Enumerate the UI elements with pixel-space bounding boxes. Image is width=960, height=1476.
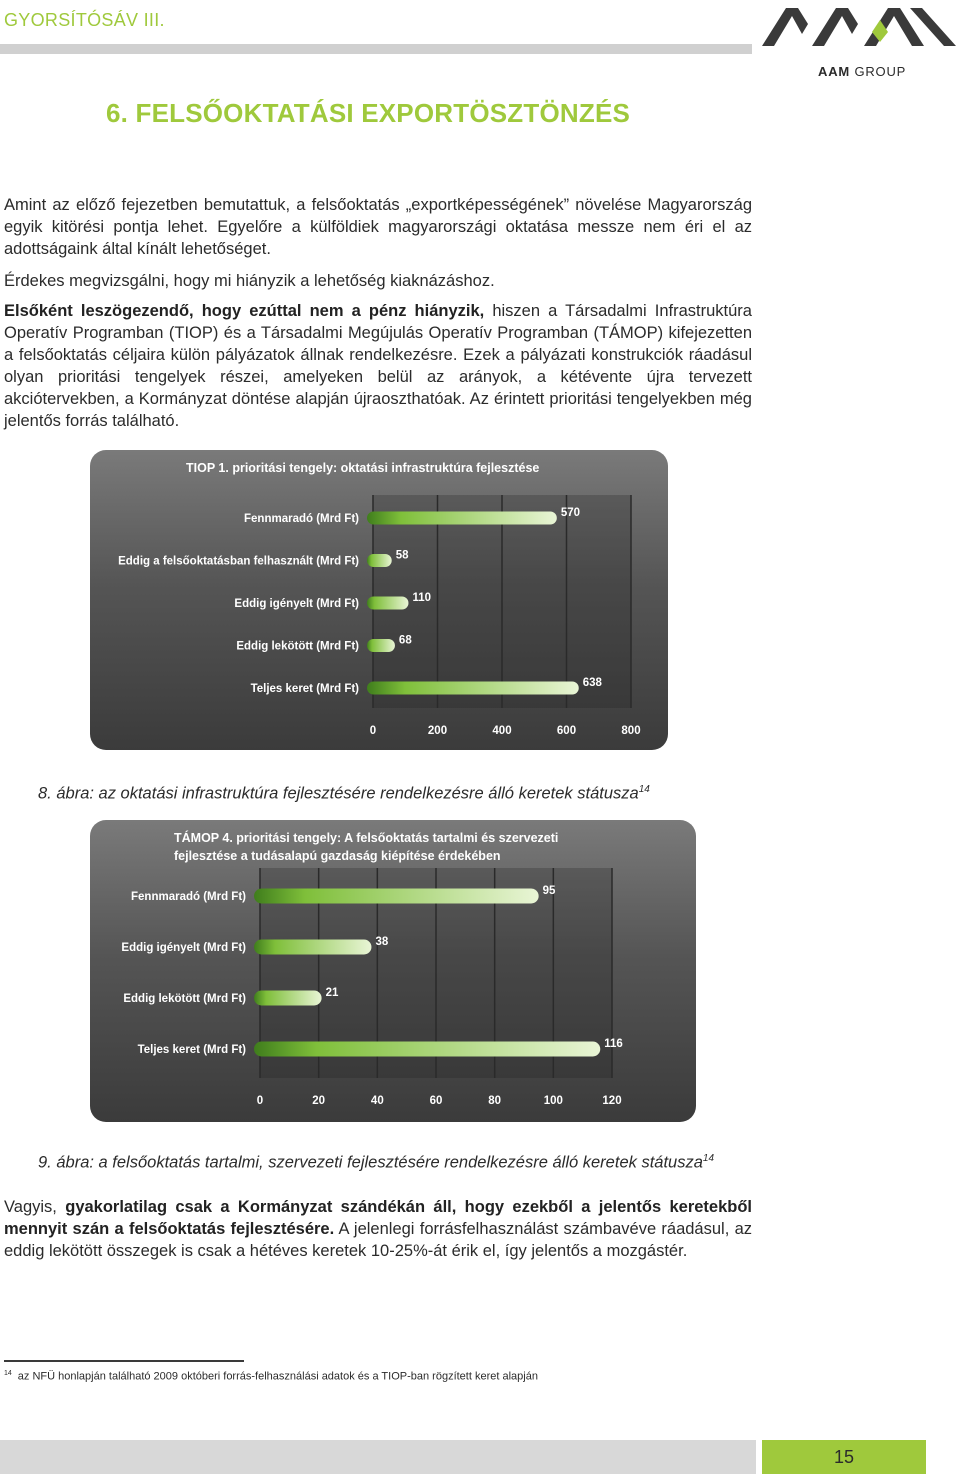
- bar: [367, 639, 395, 652]
- category-label: Eddig igényelt (Mrd Ft): [121, 942, 246, 954]
- logo-word: AAM: [818, 64, 851, 79]
- x-tick-label: 800: [621, 725, 641, 737]
- category-label: Eddig a felsőoktatásban felhasznált (Mrd Ft): [118, 555, 359, 568]
- chart-title: TIOP 1. prioritási tengely: oktatási infrastruktúra fejlesztése: [186, 461, 540, 475]
- figure-caption-8: [38, 784, 650, 804]
- x-tick-label: 120: [602, 1095, 622, 1107]
- chart-tamop: [90, 820, 696, 1122]
- page-number: 15: [833, 1447, 855, 1467]
- footnote-text: az NFÜ honlapján található 2009 októberi forrás-felhasználási adatok és a TIOP-ban rögzített keret alapján: [17, 1370, 538, 1383]
- category-label: Eddig igényelt (Mrd Ft): [234, 598, 359, 610]
- logo-wordmark: [818, 64, 906, 79]
- chapter-title: 6. FELSŐOKTATÁSI EXPORTÖSZTÖNZÉS: [106, 98, 631, 128]
- category-label: Eddig lekötött (Mrd Ft): [236, 640, 359, 653]
- data-label: 638: [582, 677, 602, 689]
- paragraph-funding-bold: Elsőként leszögezendő, hogy ezúttal nem a pénz hiányzik,: [4, 302, 485, 320]
- chart-tiop: [90, 450, 668, 750]
- aam-logo-icon: [760, 2, 958, 52]
- bar: [254, 991, 322, 1006]
- figure-caption-8-footnote-ref: 14: [638, 784, 650, 795]
- data-label: 110: [412, 592, 432, 604]
- paragraph-intro: Amint az előző fejezetben bemutattuk, a felsőoktatás „exportképességének” növelése Magyarország egyik kitörési pontja lehet. Egyelőre a külföldiek magyarországi oktatása messze nem éri el az adottságaink által kínált lehetőséget.: [4, 196, 752, 258]
- data-label: 570: [560, 507, 581, 519]
- bar: [367, 682, 579, 695]
- category-label: Teljes keret (Mrd Ft): [137, 1044, 246, 1056]
- paragraph-conclusion-text: A jelenlegi forrásfelhasználást számbavéve ráadásul, az eddig lekötött összegek is csak a hétéves keretek 10-25%-át érik el, így jelentős a mozgástér.: [4, 1220, 752, 1260]
- x-tick-label: 60: [429, 1095, 443, 1107]
- chart-tiop-svg: [90, 450, 668, 750]
- figure-caption-9-footnote-ref: 14: [702, 1153, 715, 1164]
- figure-caption-9: [38, 1153, 714, 1173]
- bar: [254, 940, 371, 955]
- category-label: Fennmaradó (Mrd Ft): [131, 891, 246, 903]
- bar: [367, 554, 392, 567]
- data-label: 58: [395, 549, 409, 562]
- bar: [367, 512, 557, 525]
- data-label: 68: [398, 634, 412, 647]
- footnote-number: 14: [4, 1370, 12, 1377]
- bar: [254, 889, 539, 904]
- category-label: Fennmaradó (Mrd Ft): [244, 513, 359, 525]
- paragraph-conclusion-bold: gyakorlatilag csak a Kormányzat szándékán áll, hogy ezekből a jelentős keretekből mennyit szán a felsőoktatás fejlesztésére.: [4, 1198, 753, 1238]
- footer-bar: [0, 1440, 756, 1474]
- category-label: Eddig lekötött (Mrd Ft): [123, 993, 246, 1005]
- x-tick-label: 80: [488, 1095, 502, 1107]
- data-label: 116: [604, 1038, 623, 1050]
- chart-title: TÁMOP 4. prioritási tengely: A felsőoktatás tartalmi és szervezeti: [174, 831, 559, 845]
- bar: [254, 1042, 600, 1057]
- data-label: 21: [325, 987, 339, 999]
- footnote: [4, 1370, 538, 1383]
- figure-caption-8-text: 8. ábra: az oktatási infrastruktúra fejlesztésére rendelkezésre álló keretek státusza: [38, 784, 639, 803]
- paragraph-question: Érdekes megvizsgálni, hogy mi hiányzik a lehetőség kiaknázáshoz.: [4, 272, 495, 290]
- paragraph-conclusion: [4, 1196, 752, 1262]
- x-tick-label: 400: [492, 725, 512, 737]
- data-label: 95: [542, 885, 556, 897]
- bar: [367, 597, 408, 610]
- x-tick-label: 200: [427, 725, 448, 737]
- header-rule: [0, 44, 752, 54]
- x-tick-label: 100: [543, 1095, 563, 1107]
- figure-caption-9-text: 9. ábra: a felsőoktatás tartalmi, szervezeti fejlesztésére rendelkezésre álló keretek státusza: [38, 1153, 703, 1172]
- logo-word2: GROUP: [854, 64, 907, 79]
- paragraph-funding: [4, 300, 752, 432]
- x-tick-label: 20: [312, 1095, 326, 1107]
- paragraph-conclusion-start: Vagyis,: [4, 1198, 66, 1216]
- running-head: GYORSÍTÓSÁV III.: [4, 10, 165, 30]
- x-tick-label: 40: [370, 1095, 384, 1107]
- x-tick-label: 0: [256, 1095, 264, 1107]
- category-label: Teljes keret (Mrd Ft): [250, 683, 359, 695]
- data-label: 38: [375, 936, 389, 948]
- x-tick-label: 0: [369, 725, 377, 737]
- x-tick-label: 600: [556, 725, 577, 737]
- chart-title: fejlesztése a tudásalapú gazdaság kiépítése érdekében: [174, 849, 501, 863]
- chart-tamop-svg: [90, 820, 696, 1122]
- paragraph-funding-text: hiszen a Társadalmi Infrastruktúra Operatív Programban (TIOP) és a Társadalmi Megújulás Operatív Programban (TÁMOP) kifejezetten a felsőoktatás céljaira külön pályázatok állnak rendelkezésre. Ezek a pályázati konstrukciók ráadásul olyan prioritási tengelyek részei, amelyeken belül az arányok, a kétévente újra tervezett akciótervekben, a Kormányzat döntése alapján újraoszthatóak. Az érintett prioritási tengelyekben még jelentős forrás található.: [4, 302, 752, 430]
- footnote-rule: [4, 1360, 244, 1362]
